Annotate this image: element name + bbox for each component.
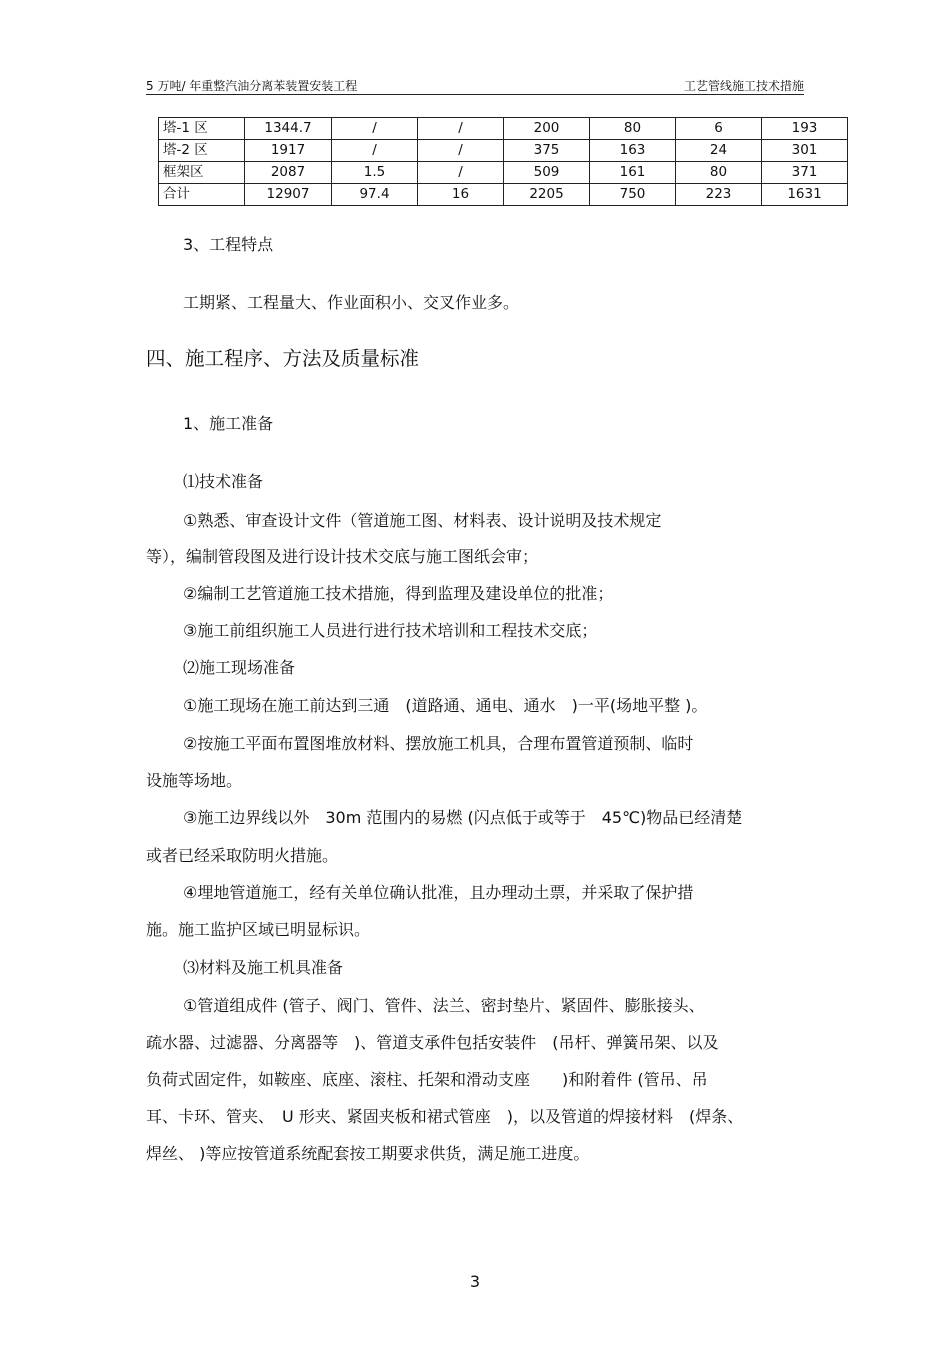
table-row xyxy=(159,184,848,206)
table-cell: 2087 xyxy=(245,162,332,184)
subsection-heading: ⑶材料及施工机具准备 xyxy=(183,958,344,977)
table-cell: 1917 xyxy=(245,140,332,162)
table-cell: 1344.7 xyxy=(245,118,332,140)
table-cell: / xyxy=(418,140,504,162)
table-cell: 塔-1 区 xyxy=(159,118,245,140)
table-row xyxy=(159,118,848,140)
table-cell: / xyxy=(418,162,504,184)
paragraph-line: ③施工边界线以外 30m 范围内的易燃 (闪点低于或等于 45℃)物品已经清楚 xyxy=(183,808,743,827)
table-cell: 750 xyxy=(590,184,676,206)
paragraph-line: ①施工现场在施工前达到三通 (道路通、通电、通水 )一平(场地平整 )。 xyxy=(183,696,708,715)
table-cell: 2205 xyxy=(504,184,590,206)
chapter-heading: 四、施工程序、方法及质量标准 xyxy=(146,347,420,370)
page-header-left: 5 万吨/ 年重整汽油分离苯装置安装工程 xyxy=(146,79,358,93)
paragraph-line: ②编制工艺管道施工技术措施，得到监理及建设单位的批准； xyxy=(183,584,614,603)
paragraph-line: ③施工前组织施工人员进行进行技术培训和工程技术交底； xyxy=(183,621,598,640)
paragraph-line: 疏水器、过滤器、分离器等 )、管道支承件包括安装件 (吊杆、弹簧吊架、以及 xyxy=(146,1033,719,1052)
paragraph-line: 焊丝、 )等应按管道系统配套按工期要求供货，满足施工进度。 xyxy=(146,1144,590,1163)
table-cell: 161 xyxy=(590,162,676,184)
table-cell: 塔-2 区 xyxy=(159,140,245,162)
table-cell: 1631 xyxy=(762,184,848,206)
table-row xyxy=(159,162,848,184)
table-cell: 24 xyxy=(676,140,762,162)
paragraph-line: 或者已经采取防明火措施。 xyxy=(146,846,339,865)
table-cell: 6 xyxy=(676,118,762,140)
paragraph-line: 施。施工监护区域已明显标识。 xyxy=(146,920,371,939)
paragraph-line: ①管道组成件 (管子、阀门、管件、法兰、密封垫片、紧固件、膨胀接头、 xyxy=(183,996,705,1015)
table-cell: 301 xyxy=(762,140,848,162)
paragraph-line: 耳、卡环、管夹、 U 形夹、紧固夹板和裙式管座 )，以及管道的焊接材料 (焊条、 xyxy=(146,1107,744,1126)
paragraph-line: ②按施工平面布置图堆放材料、摆放施工机具，合理布置管道预制、临时 xyxy=(183,734,694,753)
table-cell: / xyxy=(332,140,418,162)
page-header-right: 工艺管线施工技术措施 xyxy=(683,79,804,93)
section-heading: 1、施工准备 xyxy=(183,414,274,433)
table-cell: 200 xyxy=(504,118,590,140)
table-cell: 12907 xyxy=(245,184,332,206)
table-cell: 375 xyxy=(504,140,590,162)
paragraph-line: ①熟悉、审查设计文件（管道施工图、材料表、设计说明及技术规定 xyxy=(183,511,662,530)
table-cell: 16 xyxy=(418,184,504,206)
quantity-table xyxy=(158,117,848,206)
paragraph-line: ④埋地管道施工，经有关单位确认批准，且办理动土票，并采取了保护措 xyxy=(183,883,694,902)
subsection-heading: ⑴技术准备 xyxy=(183,472,264,491)
section-heading: 3、工程特点 xyxy=(183,235,274,254)
paragraph-line: 负荷式固定件，如鞍座、底座、滚柱、托架和滑动支座 )和附着件 (管吊、吊 xyxy=(146,1070,708,1089)
table-cell: 97.4 xyxy=(332,184,418,206)
table-cell: 509 xyxy=(504,162,590,184)
table-cell: 80 xyxy=(676,162,762,184)
table-cell: 1.5 xyxy=(332,162,418,184)
table-cell: 163 xyxy=(590,140,676,162)
subsection-heading: ⑵施工现场准备 xyxy=(183,658,296,677)
table-row xyxy=(159,140,848,162)
table-cell: 371 xyxy=(762,162,848,184)
table-cell: 合计 xyxy=(159,184,245,206)
paragraph-line: 等），编制管段图及进行设计技术交底与施工图纸会审； xyxy=(146,547,539,566)
table-cell: 223 xyxy=(676,184,762,206)
page-number: 3 xyxy=(469,1272,481,1291)
table-cell: 80 xyxy=(590,118,676,140)
paragraph-line: 设施等场地。 xyxy=(146,771,243,790)
table-cell: / xyxy=(332,118,418,140)
paragraph: 工期紧、工程量大、作业面积小、交叉作业多。 xyxy=(183,293,520,312)
header-rule xyxy=(146,94,804,95)
table-cell: 193 xyxy=(762,118,848,140)
table-cell: 框架区 xyxy=(159,162,245,184)
table-cell: / xyxy=(418,118,504,140)
